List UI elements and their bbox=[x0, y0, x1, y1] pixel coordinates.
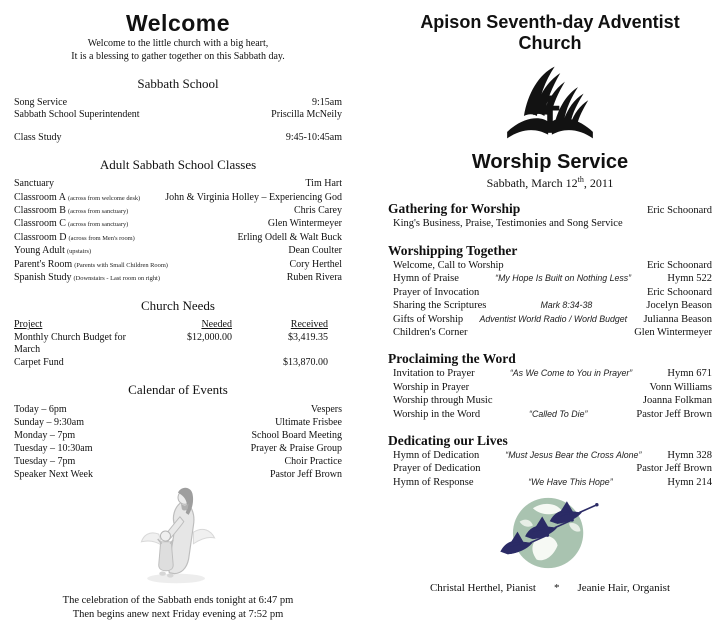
service-item-detail: “My Hope Is Built on Nothing Less” bbox=[495, 273, 632, 284]
calendar-row bbox=[14, 429, 342, 442]
proclaiming-rows bbox=[388, 367, 712, 421]
service-item: Worship through Music bbox=[393, 395, 493, 407]
service-item-person: Glen Wintermeyer bbox=[634, 327, 712, 339]
schedule-label: Class Study bbox=[14, 131, 62, 143]
service-item: Prayer of Invocation bbox=[393, 286, 480, 298]
gathering-leader: Eric Schoonard bbox=[646, 205, 712, 216]
worshipping-heading: Worshipping Together bbox=[388, 243, 518, 258]
worshipping-section bbox=[388, 243, 712, 339]
service-row bbox=[388, 367, 712, 380]
class-row bbox=[14, 218, 342, 231]
service-item-detail: “As We Come to You in Prayer” bbox=[509, 368, 633, 379]
service-item: Hymn of Response bbox=[393, 476, 474, 488]
schedule-row bbox=[14, 109, 342, 121]
class-label: Young Adult (upstairs) bbox=[14, 245, 92, 257]
service-item-person: Hymn 214 bbox=[667, 476, 712, 488]
service-item-person: Hymn 671 bbox=[667, 368, 712, 380]
worshipping-rows bbox=[388, 259, 712, 339]
service-item-detail: Adventist World Radio / World Budget bbox=[479, 313, 628, 324]
class-teacher: Erling Odell & Walt Buck bbox=[237, 231, 342, 243]
service-item: Prayer of Dedication bbox=[393, 463, 481, 475]
schedule-label: Sabbath School Superintendent bbox=[14, 109, 140, 121]
class-location-note: (across from welcome desk) bbox=[67, 194, 141, 202]
date-ordinal: th bbox=[577, 175, 584, 184]
proclaiming-section bbox=[388, 351, 712, 421]
service-item-detail: “Must Jesus Bear the Cross Alone” bbox=[505, 450, 642, 461]
welcome-title: Welcome bbox=[125, 10, 231, 36]
service-item: Worship in Prayer bbox=[393, 381, 470, 393]
sabbath-school-rows bbox=[14, 97, 342, 122]
service-item: Invitation to Prayer bbox=[393, 368, 475, 380]
service-item-person: Vonn Williams bbox=[649, 381, 712, 393]
class-row bbox=[14, 245, 342, 258]
service-item-person: Joanna Folkman bbox=[642, 395, 712, 407]
adult-classes-heading: Adult Sabbath School Classes bbox=[99, 157, 257, 173]
calendar-heading: Calendar of Events bbox=[128, 382, 228, 398]
class-row bbox=[14, 192, 342, 205]
col-project: Project bbox=[14, 319, 43, 331]
service-item-person: Pastor Jeff Brown bbox=[636, 463, 712, 475]
service-item-detail: “We Have This Hope” bbox=[528, 476, 613, 487]
needs-amount-needed: $12,000.00 bbox=[187, 331, 232, 343]
calendar-row bbox=[14, 468, 342, 481]
col-received: Received bbox=[290, 319, 328, 331]
service-item: Welcome, Call to Worship bbox=[393, 260, 504, 271]
col-needed: Needed bbox=[201, 319, 232, 331]
class-location-note: (upstairs) bbox=[66, 248, 92, 256]
needs-project: Monthly Church Budget for March bbox=[14, 331, 126, 356]
class-location-note: (across from sanctuary) bbox=[67, 208, 129, 216]
schedule-value: Priscilla McNeily bbox=[271, 109, 342, 121]
class-label: Classroom A (across from welcome desk) bbox=[14, 191, 141, 203]
worship-service-title: Worship Service bbox=[471, 151, 629, 173]
calendar-event: Pastor Jeff Brown bbox=[269, 469, 342, 481]
dedicating-rows bbox=[388, 449, 712, 489]
service-item-person: Julianna Beason bbox=[643, 313, 712, 325]
calendar-event: Choir Practice bbox=[284, 456, 342, 468]
class-row bbox=[14, 232, 342, 245]
class-teacher: Tim Hart bbox=[305, 178, 342, 190]
calendar-when: Today – 6pm bbox=[14, 404, 67, 416]
tagline-line-2: It is a blessing to gather together on this Sabbath day. bbox=[71, 51, 285, 62]
logo-container bbox=[388, 62, 712, 149]
service-item: Hymn of Dedication bbox=[393, 450, 480, 462]
calendar-event: Vespers bbox=[310, 404, 342, 416]
gathering-section bbox=[388, 201, 712, 231]
service-item-detail: “Called To Die” bbox=[529, 408, 588, 419]
church-name-title: Apison Seventh-day Adventist Church bbox=[420, 12, 680, 53]
needs-amount-received: $13,870.00 bbox=[283, 356, 328, 368]
service-row bbox=[388, 462, 712, 475]
service-item-person: Hymn 522 bbox=[667, 273, 712, 285]
right-page bbox=[362, 0, 724, 595]
class-teacher: Ruben Rivera bbox=[286, 272, 342, 284]
needs-amount-received: $3,419.35 bbox=[288, 331, 328, 343]
service-item: Worship in the Word bbox=[393, 408, 481, 420]
class-label: Sanctuary bbox=[14, 178, 54, 190]
calendar-when: Tuesday – 7pm bbox=[14, 456, 76, 468]
sabbath-begins-line: Then begins anew next Friday evening at 7:52 pm bbox=[72, 608, 284, 620]
left-page bbox=[0, 0, 362, 620]
service-row bbox=[388, 326, 712, 339]
service-item-person: Jocelyn Beason bbox=[646, 300, 712, 312]
service-row bbox=[388, 313, 712, 326]
calendar-row bbox=[14, 455, 342, 468]
class-location-note: (across from sanctuary) bbox=[67, 221, 129, 229]
class-label: Classroom B (across from sanctuary) bbox=[14, 205, 129, 217]
three-angels-globe-illustration bbox=[486, 495, 614, 571]
globe-container bbox=[388, 495, 712, 576]
class-label: Spanish Study (Downstairs - Last room on right) bbox=[14, 272, 160, 284]
service-row bbox=[388, 476, 712, 489]
adult-classes-rows bbox=[14, 178, 342, 285]
class-teacher: John & Virginia Holley – Experiencing God bbox=[165, 191, 342, 203]
schedule-label: Song Service bbox=[14, 97, 68, 108]
calendar-row bbox=[14, 403, 342, 416]
class-teacher: Glen Wintermeyer bbox=[267, 218, 342, 230]
service-row bbox=[388, 299, 712, 312]
needs-row bbox=[14, 357, 342, 369]
class-teacher: Chris Carey bbox=[293, 205, 342, 217]
class-location-note: (Downstairs - Last room on right) bbox=[73, 275, 160, 283]
class-row bbox=[14, 272, 342, 285]
class-teacher: Dean Coulter bbox=[288, 245, 342, 257]
jesus-with-child-illustration bbox=[128, 484, 228, 590]
class-label: Parent's Room (Parents with Small Children Room) bbox=[14, 258, 168, 270]
service-row bbox=[388, 286, 712, 299]
calendar-rows bbox=[14, 403, 342, 481]
class-location-note: (Parents with Small Children Room) bbox=[74, 261, 168, 269]
service-item-detail: Mark 8:34-38 bbox=[540, 300, 593, 311]
calendar-when: Speaker Next Week bbox=[14, 469, 93, 481]
service-row bbox=[388, 381, 712, 394]
class-label: Classroom D (across from Men's room) bbox=[14, 231, 135, 243]
sda-flame-book-cross-icon bbox=[502, 62, 598, 144]
service-date: Sabbath, March 12th, 2011 bbox=[486, 175, 614, 190]
class-row bbox=[14, 259, 342, 272]
organist-credit: Jeanie Hair, Organist bbox=[577, 582, 671, 595]
dedicating-heading: Dedicating our Lives bbox=[388, 433, 508, 449]
pianist-credit: Christal Herthel, Pianist bbox=[429, 582, 536, 595]
service-item: Hymn of Praise bbox=[393, 273, 459, 285]
church-needs-rows bbox=[14, 332, 342, 369]
class-teacher: Cory Herthel bbox=[289, 258, 342, 270]
calendar-event: Ultimate Frisbee bbox=[275, 417, 342, 429]
sabbath-school-heading: Sabbath School bbox=[137, 76, 219, 91]
church-needs-header-row bbox=[14, 319, 342, 331]
needs-row bbox=[14, 332, 342, 357]
calendar-row bbox=[14, 416, 342, 429]
class-study-row bbox=[14, 132, 342, 144]
calendar-when: Sunday – 9:30am bbox=[14, 417, 84, 429]
service-item: Sharing the Scriptures bbox=[393, 300, 487, 312]
musicians-credit-line bbox=[388, 582, 712, 594]
service-item-person: Hymn 328 bbox=[667, 450, 712, 462]
calendar-when: Monday – 7pm bbox=[14, 430, 76, 442]
service-row bbox=[388, 408, 712, 421]
class-location-note: (across from Men's room) bbox=[68, 234, 135, 242]
service-item: Children's Corner bbox=[393, 327, 468, 339]
service-item-person: Pastor Jeff Brown bbox=[636, 408, 712, 420]
calendar-row bbox=[14, 442, 342, 455]
tagline-line-1: Welcome to the little church with a big heart, bbox=[87, 38, 269, 49]
church-needs-heading: Church Needs bbox=[140, 298, 215, 314]
service-item-person: Eric Schoonard bbox=[646, 260, 712, 271]
service-row bbox=[388, 394, 712, 407]
dedicating-section bbox=[388, 433, 712, 489]
asterisk-separator: * bbox=[553, 582, 560, 595]
service-item: Gifts of Worship bbox=[393, 313, 464, 325]
gathering-heading: Gathering for Worship bbox=[388, 201, 521, 216]
sabbath-times-footer bbox=[14, 594, 342, 621]
calendar-when: Tuesday – 10:30am bbox=[14, 443, 93, 455]
schedule-value: 9:15am bbox=[312, 97, 342, 108]
class-row bbox=[14, 178, 342, 191]
service-row bbox=[388, 449, 712, 462]
class-label: Classroom C (across from sanctuary) bbox=[14, 218, 129, 230]
schedule-value: 9:45-10:45am bbox=[285, 131, 342, 143]
calendar-event: School Board Meeting bbox=[251, 430, 342, 442]
calendar-event: Prayer & Praise Group bbox=[250, 443, 342, 455]
service-row bbox=[388, 259, 712, 272]
sabbath-ends-line: The celebration of the Sabbath ends tonight at 6:47 pm bbox=[62, 595, 294, 607]
needs-project: Carpet Fund bbox=[14, 356, 64, 368]
gathering-subtitle: King's Business, Praise, Testimonies and Song Service bbox=[393, 218, 623, 229]
schedule-row bbox=[14, 97, 342, 109]
service-item-person: Eric Schoonard bbox=[646, 286, 712, 298]
class-row bbox=[14, 205, 342, 218]
proclaiming-heading: Proclaiming the Word bbox=[388, 351, 516, 367]
service-row bbox=[388, 272, 712, 285]
